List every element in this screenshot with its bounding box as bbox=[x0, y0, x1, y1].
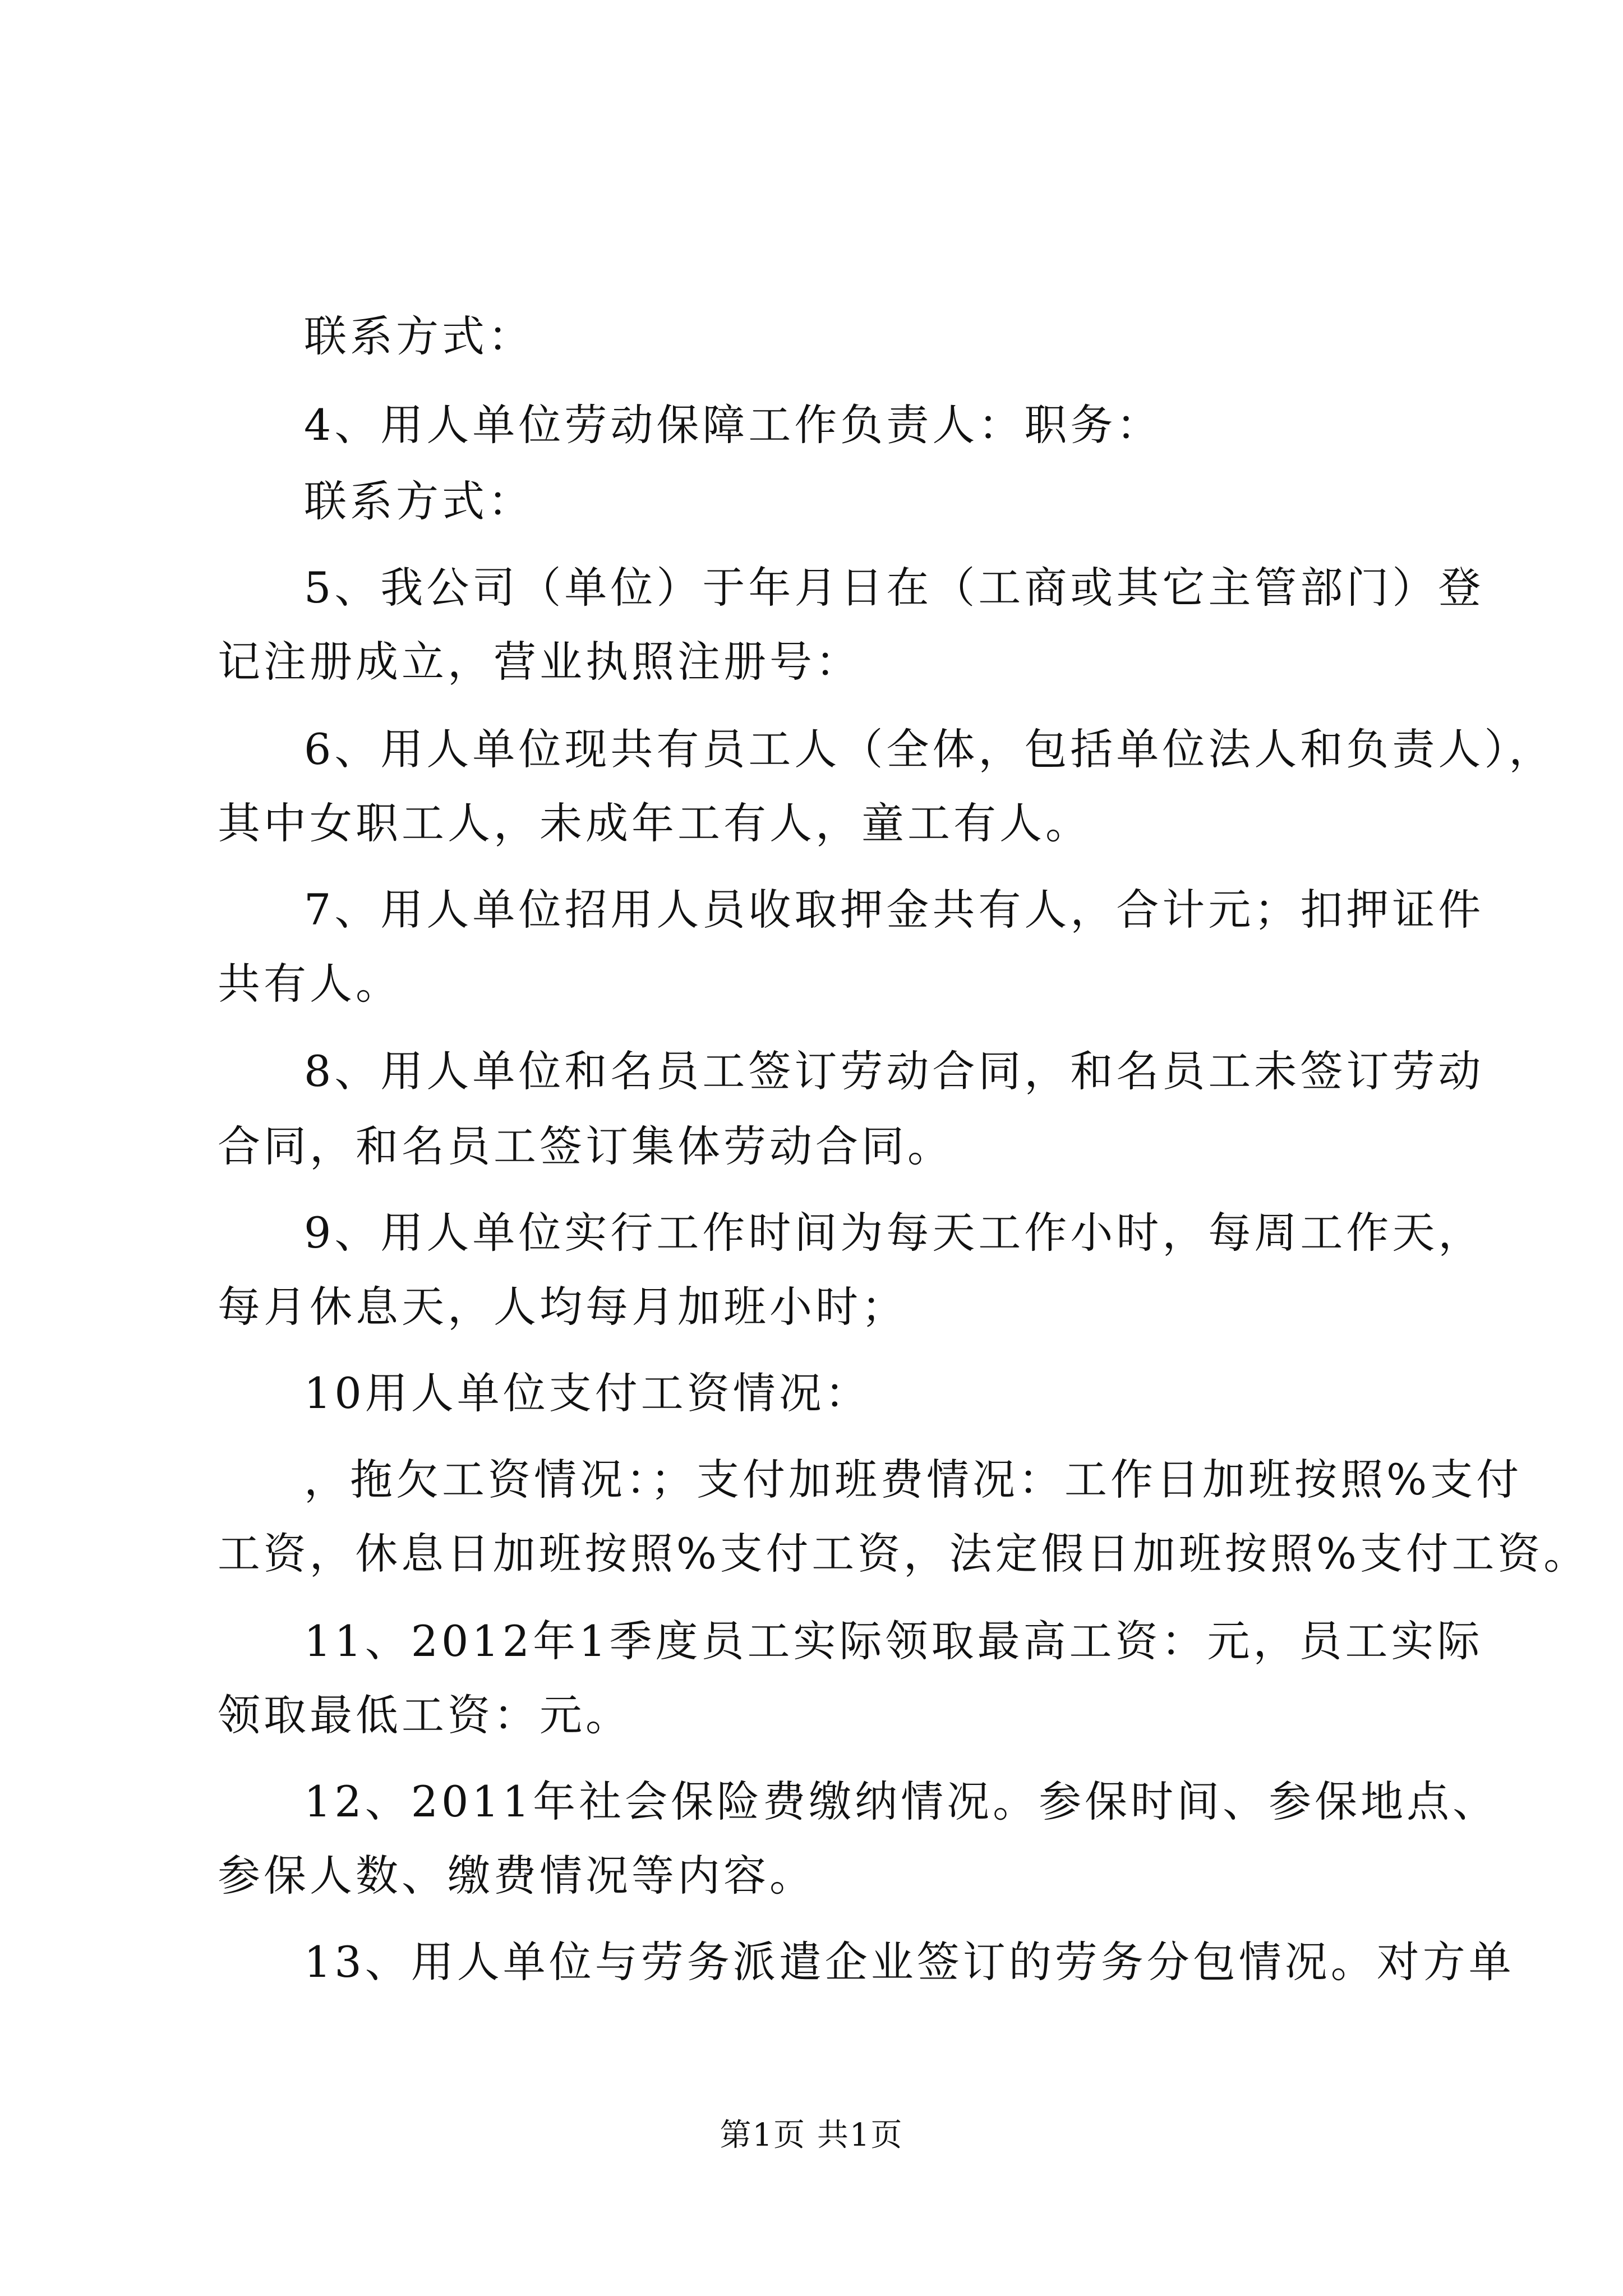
text-line: 12、2011年社会保险费缴纳情况。参保时间、参保地点、 bbox=[304, 1777, 1499, 1826]
text-line: 每月休息天，人均每月加班小时； bbox=[218, 1282, 907, 1332]
text-line: 共有人。 bbox=[218, 959, 402, 1009]
text-line: ，拖欠工资情况：；支付加班费情况：工作日加班按照%支付 bbox=[304, 1455, 1523, 1504]
text-line: 领取最低工资：元。 bbox=[218, 1690, 631, 1740]
text-line: 5、我公司（单位）于年月日在（工商或其它主管部门）登 bbox=[304, 563, 1484, 613]
text-line: 7、用人单位招用人员收取押金共有人，合计元；扣押证件 bbox=[304, 885, 1484, 935]
text-line: 8、用人单位和名员工签订劳动合同，和名员工未签订劳动 bbox=[304, 1046, 1484, 1096]
text-line: 其中女职工人，未成年工有人，童工有人。 bbox=[218, 798, 1091, 848]
text-line: 联系方式： bbox=[304, 311, 534, 361]
text-line: 记注册成立，营业执照注册号： bbox=[218, 637, 861, 687]
text-line: 9、用人单位实行工作时间为每天工作小时，每周工作天， bbox=[304, 1208, 1484, 1258]
text-line: 参保人数、缴费情况等内容。 bbox=[218, 1851, 815, 1901]
text-line: 10用人单位支付工资情况： bbox=[304, 1368, 871, 1418]
page-footer: 第1页 共1页 bbox=[720, 2117, 903, 2154]
text-line: 13、用人单位与劳务派遣企业签订的劳务分包情况。对方单 bbox=[304, 1937, 1515, 1987]
text-line: 4、用人单位劳动保障工作负责人：职务： bbox=[304, 400, 1163, 450]
text-line: 联系方式： bbox=[304, 476, 534, 526]
text-line: 6、用人单位现共有员工人（全体，包括单位法人和负责人）， bbox=[304, 724, 1555, 774]
text-line: 合同，和名员工签订集体劳动合同。 bbox=[218, 1121, 953, 1171]
text-line: 11、2012年1季度员工实际领取最高工资：元，员工实际 bbox=[304, 1616, 1483, 1666]
text-line: 工资，休息日加班按照%支付工资，法定假日加班按照%支付工资。 bbox=[218, 1529, 1589, 1579]
